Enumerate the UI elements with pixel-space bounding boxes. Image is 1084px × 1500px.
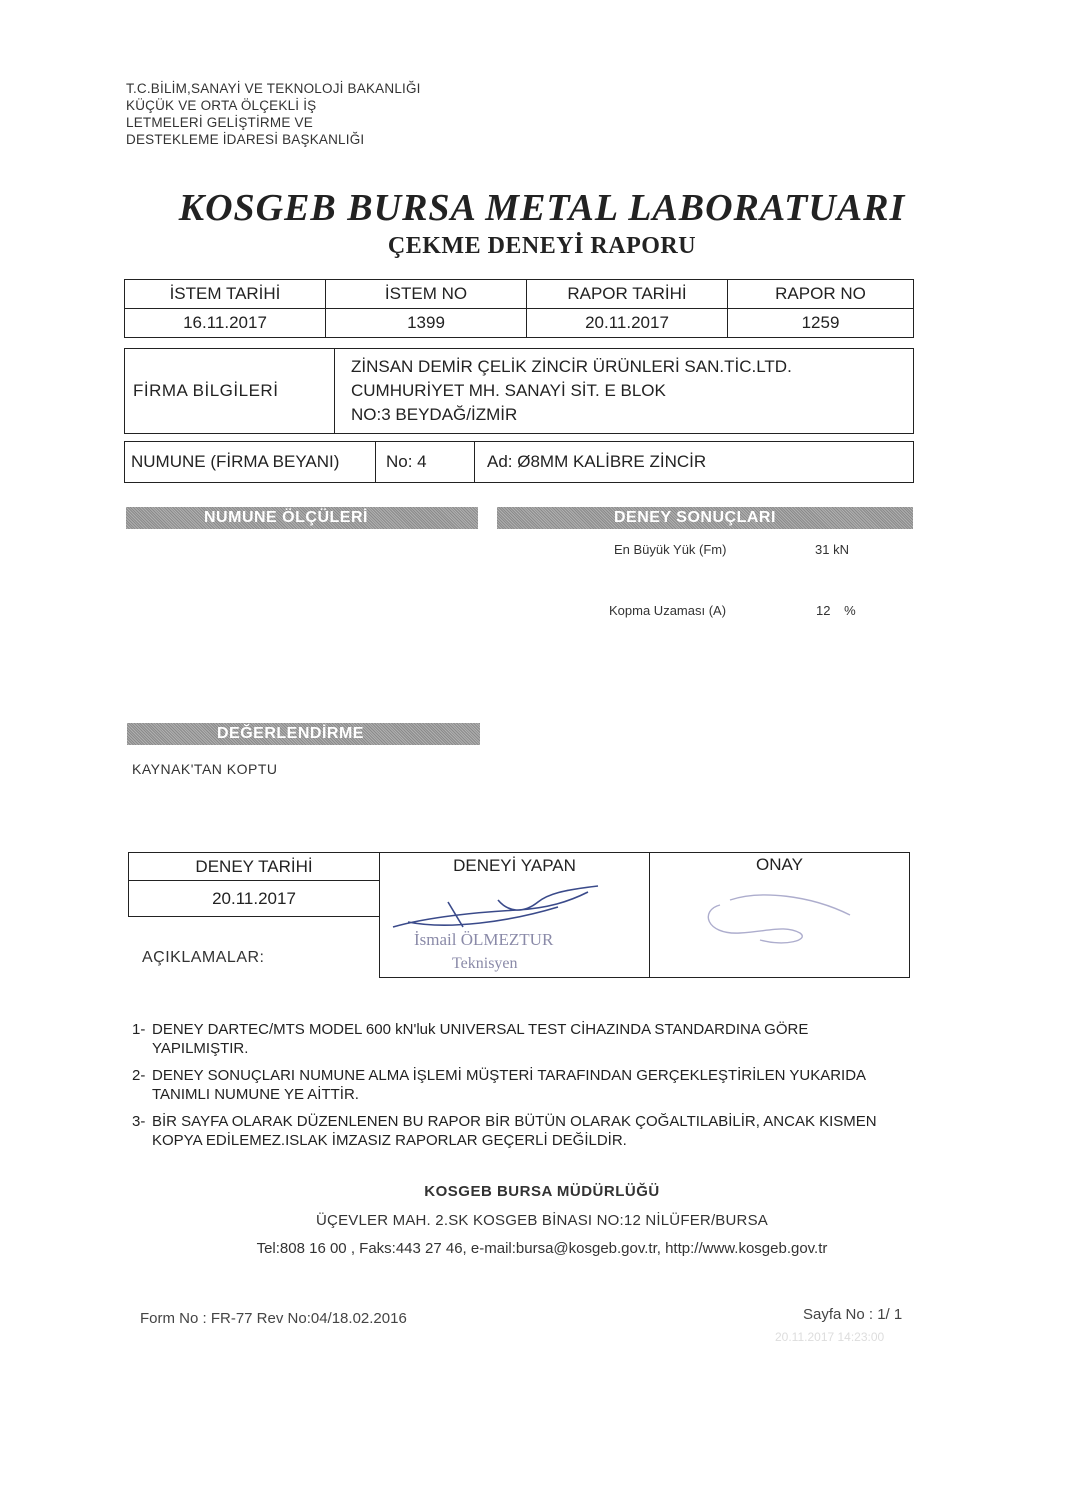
firm-line: CUMHURİYET MH. SANAYİ SİT. E BLOK — [351, 381, 666, 400]
note-item — [132, 1112, 902, 1150]
note-item — [132, 1020, 902, 1058]
dimensions-section-title: NUMUNE ÖLÇÜLERİ — [204, 509, 368, 526]
elongation-label: Kopma Uzaması (A) — [609, 603, 727, 618]
request-no-value: 1399 — [326, 309, 527, 338]
firm-table — [124, 348, 914, 434]
footer-org: KOSGEB BURSA MÜDÜRLÜĞÜ — [424, 1183, 660, 1200]
note-text: DENEY DARTEC/MTS MODEL 600 kN'luk UNIVERSAL TEST CİHAZINDA STANDARDINA GÖRE YAPILMIŞTIR. — [152, 1021, 809, 1057]
approval-header: ONAY — [756, 855, 803, 874]
firm-line: NO:3 BEYDAĞ/İZMİR — [351, 405, 518, 424]
firm-line: ZİNSAN DEMİR ÇELİK ZİNCİR ÜRÜNLERİ SAN.TİC.LTD. — [351, 357, 792, 376]
notes-list — [132, 1020, 902, 1158]
test-date-value: 20.11.2017 — [129, 881, 380, 916]
elongation-value — [816, 603, 856, 618]
form-number: Form No : FR-77 Rev No:04/18.02.2016 — [140, 1310, 407, 1327]
note-number: 3- — [132, 1113, 146, 1130]
performed-by-header: DENEYİ YAPAN — [453, 856, 576, 875]
tester-stamp-name: İsmail ÖLMEZTUR — [414, 930, 554, 949]
elongation-unit: % — [844, 603, 856, 618]
max-load-label: En Büyük Yük (Fm) — [614, 542, 727, 557]
evaluation-section-bar — [127, 723, 480, 745]
ministry-line: DESTEKLEME İDARESİ BAŞKANLIĞI — [126, 132, 365, 147]
print-timestamp: 20.11.2017 14:23:00 — [775, 1330, 885, 1344]
report-no-header: RAPOR NO — [728, 280, 914, 309]
firm-label: FİRMA BİLGİLERİ — [125, 349, 335, 434]
sample-table — [124, 441, 914, 483]
request-date-header: İSTEM TARİHİ — [125, 280, 326, 309]
ministry-line: T.C.BİLİM,SANAYİ VE TEKNOLOJİ BAKANLIĞI — [126, 81, 421, 96]
request-no-header: İSTEM NO — [326, 280, 527, 309]
report-no-value: 1259 — [728, 309, 914, 338]
note-text: BİR SAYFA OLARAK DÜZENLENEN BU RAPOR BİR BÜTÜN OLARAK ÇOĞALTILABİLİR, ANCAK KISMEN KOPYA EDİLEMEZ.ISLAK İMZASIZ RAPORLAR GEÇERLİ DEĞİLDİR. — [152, 1113, 877, 1149]
evaluation-section-title: DEĞERLENDİRME — [217, 725, 364, 742]
note-number: 1- — [132, 1021, 146, 1038]
report-title: ÇEKME DENEYİ RAPORU — [387, 233, 697, 259]
note-number: 2- — [132, 1067, 146, 1084]
explanations-spacer — [129, 916, 380, 977]
ministry-line: KÜÇÜK VE ORTA ÖLÇEKLİ İŞ — [126, 98, 317, 113]
report-date-header: RAPOR TARİHİ — [527, 280, 728, 309]
tester-stamp-title: Teknisyen — [452, 955, 518, 972]
dimensions-section-bar — [126, 507, 478, 529]
sample-number: No: 4 — [376, 442, 475, 483]
explanations-label: AÇIKLAMALAR: — [142, 949, 265, 966]
lab-title: KOSGEB BURSA METAL LABORATUARI — [178, 187, 906, 229]
max-load-number: 31 — [815, 542, 830, 557]
request-date-value: 16.11.2017 — [125, 309, 326, 338]
note-item — [132, 1066, 902, 1104]
report-date-value: 20.11.2017 — [527, 309, 728, 338]
approver-signature — [690, 885, 870, 955]
elongation-number: 12 — [816, 603, 831, 618]
footer-contact: Tel:808 16 00 , Faks:443 27 46, e-mail:bursa@kosgeb.gov.tr, http://www.kosgeb.gov.tr — [256, 1240, 828, 1257]
sample-name: Ad: Ø8MM KALİBRE ZİNCİR — [475, 442, 914, 483]
footer-address: ÜÇEVLER MAH. 2.SK KOSGEB BİNASI NO:12 NİLÜFER/BURSA — [316, 1212, 768, 1229]
test-date-header: DENEY TARİHİ — [129, 853, 380, 881]
sample-label: NUMUNE (FİRMA BEYANI) — [125, 442, 376, 483]
request-value-row — [125, 309, 914, 338]
max-load-unit: kN — [833, 542, 849, 557]
results-section-title: DENEY SONUÇLARI — [614, 509, 776, 526]
ministry-header — [126, 80, 421, 148]
max-load-value — [815, 542, 849, 557]
request-header-row — [125, 280, 914, 309]
ministry-line: LETMELERİ GELİŞTİRME VE — [126, 115, 313, 130]
evaluation-text: KAYNAK'TAN KOPTU — [132, 761, 278, 777]
note-text: DENEY SONUÇLARI NUMUNE ALMA İŞLEMİ MÜŞTERİ TARAFINDAN GERÇEKLEŞTİRİLEN YUKARIDA TANIMLI NUMUNE YE AİTTİR. — [152, 1067, 866, 1103]
results-section-bar — [497, 507, 913, 529]
firm-details — [335, 349, 914, 434]
page-number: Sayfa No : 1/ 1 — [803, 1306, 903, 1323]
request-table — [124, 279, 914, 338]
